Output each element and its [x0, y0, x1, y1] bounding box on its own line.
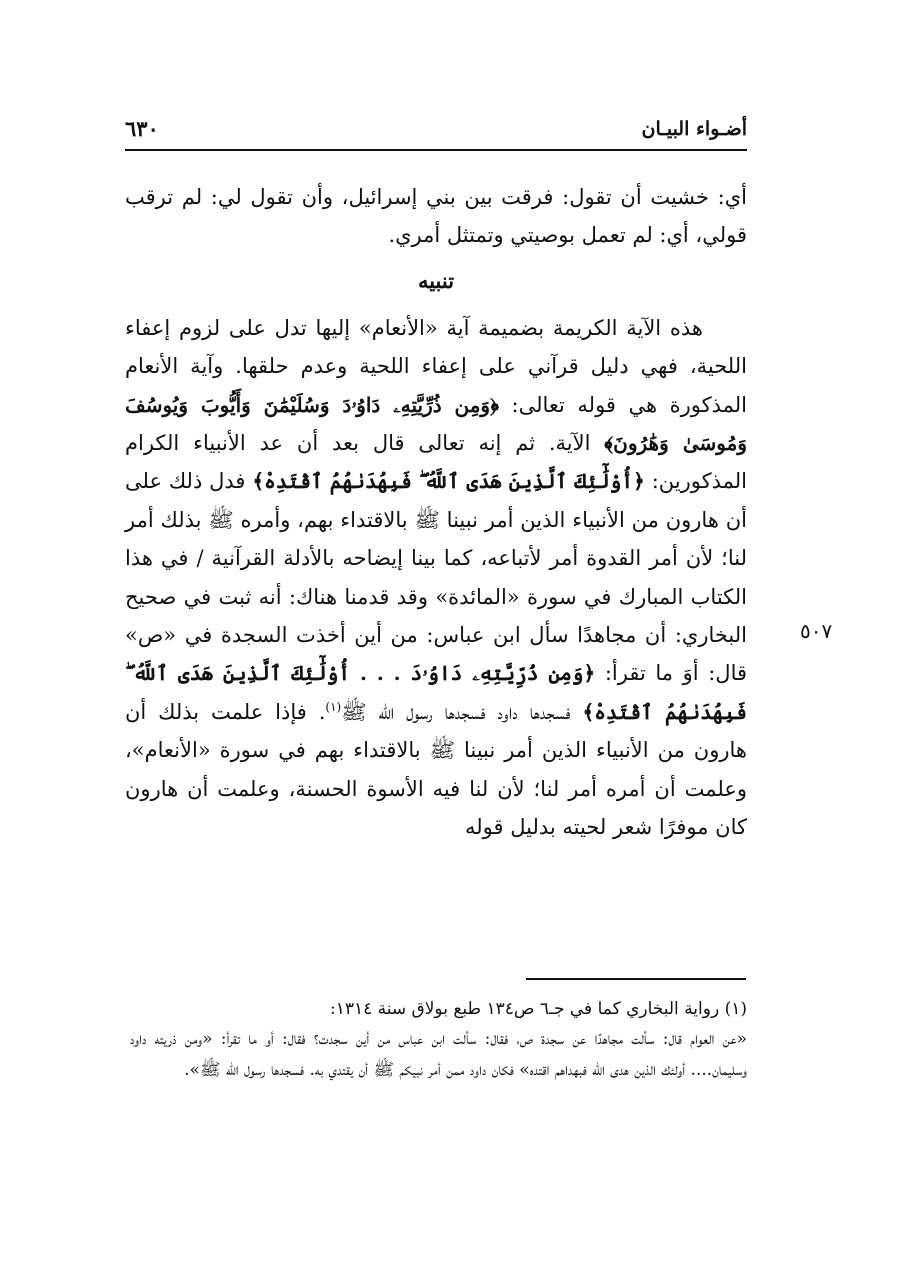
main-text [125, 178, 747, 847]
paragraph-1: أي: خشيت أن تقول: فرقت بين بني إسرائيل، وأن تقول لي: لم ترقب قولي، أي: لم تعمل بوصيتي وتمتثل أمري. [125, 185, 747, 248]
margin-page-reference: ٥٠٧ [800, 619, 833, 643]
footnote-marker[interactable]: (١) [325, 699, 342, 714]
paragraph-2-text-a: هذه الآية الكريمة بضميمة آية «الأنعام» إليها تدل على لزوم إعفاء اللحية، فهي دليل قرآني على إعفاء اللحية وعدم حلقها. وآية الأنعام المذكورة هي قوله تعالى: [125, 315, 748, 417]
paragraph-2-text-e: . فإذا علمت بذلك أن هارون من الأنبياء الذين أمر نبينا ﷺ بالاقتداء بهم في سورة «الأنعام»، وعلمت أن أمره أمر لنا؛ لأن لنا فيه الأسوة الحسنة، وعلمت أن هارون كان موفرًا شعر لحيته بدليل قوله [125, 699, 747, 840]
paragraph-2-text-d: فسجدها داود فسجدها رسول الله ﷺ [341, 699, 583, 724]
quran-verse-1: ﴿وَمِن ذُرِّيَّتِهِۦ دَاوُۥدَ وَسُلَيْمَٰنَ وَأَيُّوبَ وَيُوسُفَ وَمُوسَىٰ وَهَٰرُونَ﴾ [125, 392, 747, 456]
paragraph-2 [125, 309, 747, 847]
page-number: ٦٣٠ [125, 116, 159, 141]
running-title: أضـواء البيـان [641, 118, 747, 140]
footnote-1-source: (١) رواية البخاري كما في جـ٦ ص١٣٤ طبع بولاق سنة ١٣١٤: [329, 999, 747, 1019]
footnote-1-quote: «عن العوام قال: سألت مجاهدًا عن سجدة ص، فقال: سألت ابن عباس من أين سجدت؟ فقال: أو ما تقرأ: «ومن ذريته داود وسليمان.... أولئك الذين هدى الله فبهداهم اقتده» فكان داود ممن أمر نبيكم ﷺ أن يقتدي به. فسجدها رسول الله ﷺ». [130, 1029, 747, 1080]
paragraph-2-text-b: الآية. ثم إنه تعالى قال بعد أن عد الأنبياء الكرام المذكورين: [125, 431, 747, 494]
quran-verse-2: ﴿أُوْلَٰٓئِكَ ٱلَّذِينَ هَدَى ٱللَّهُ ۖ فَبِهُدَىٰهُمُ ٱقْتَدِهْ﴾ [252, 469, 645, 494]
page-header [125, 112, 747, 146]
footnotes [130, 994, 747, 1085]
header-divider [125, 149, 747, 151]
footnote-divider [526, 978, 746, 980]
section-heading: تنبيه [417, 267, 455, 293]
quran-verse-3: ﴿وَمِن ذُرِّيَّتِهِۦ دَاوُۥدَ . . . أُوْلَٰٓئِكَ ٱلَّذِينَ هَدَى ٱللَّهُ ۖ فَبِهُدَىٰهُمُ ٱقْتَدِهْ﴾ [125, 661, 748, 724]
paragraph-2-text-c: فدل ذلك على أن هارون من الأنبياء الذين أمر نبينا ﷺ بالاقتداء بهم، وأمره ﷺ بذلك أمر لنا؛ لأن أمر القدوة أمر لأتباعه، كما بينا إيضاحه بالأدلة القرآنية / في هذا الكتاب المبارك في سورة «المائدة» وقد قدمنا هناك: أنه ثبت في صحيح البخاري: أن مجاهدًا سأل ابن عباس: من أين أخذت السجدة في «ص» قال: أوَ ما تقرأ: [125, 469, 748, 686]
